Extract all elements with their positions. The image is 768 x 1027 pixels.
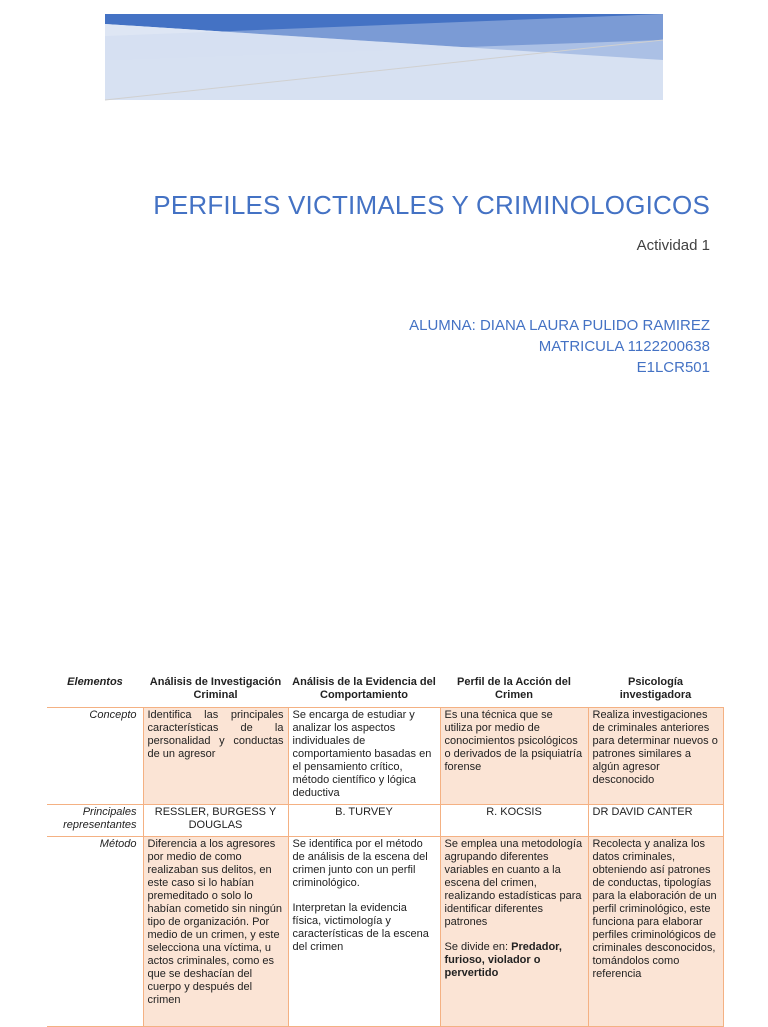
table-cell: Realiza investigaciones de criminales anteriores para determinar nuevos o patrones similares a algún agresor desconocido <box>588 708 723 805</box>
method-paragraph: Se identifica por el método de análisis de la escena del crimen junto con un perfil criminológico. <box>292 838 428 889</box>
header-analisis-investigacion: Análisis de Investigación Criminal <box>143 668 288 708</box>
table-cell: Es una técnica que se utiliza por medio de conocimientos psicológicos o derivados de la psiquiatría forense <box>440 708 588 805</box>
table-row <box>47 805 723 837</box>
table-cell: DR DAVID CANTER <box>588 805 723 837</box>
table-cell: B. TURVEY <box>288 805 440 837</box>
header-analisis-evidencia: Análisis de la Evidencia del Comportamiento <box>288 668 440 708</box>
student-id: MATRICULA 1122200638 <box>538 338 710 355</box>
table-cell <box>440 837 588 1027</box>
row-label-metodo: Método <box>47 837 143 1027</box>
table-cell: RESSLER, BURGESS Y DOUGLAS <box>143 805 288 837</box>
table-header-row <box>47 668 723 708</box>
student-name: ALUMNA: DIANA LAURA PULIDO RAMIREZ <box>409 317 710 334</box>
document-subtitle: Actividad 1 <box>636 237 710 254</box>
method-paragraph: Se emplea una metodología agrupando diferentes variables en cuanto a la escena del crimen, realizando estadísticas para identificar diferentes patrones <box>444 838 583 928</box>
table-row <box>47 708 723 805</box>
table-cell: R. KOCSIS <box>440 805 588 837</box>
method-paragraph <box>445 941 584 980</box>
table-cell <box>288 837 440 1027</box>
method-types: Predador, furioso, violador o pervertido <box>444 941 562 979</box>
header-elementos: Elementos <box>47 668 143 708</box>
header-psicologia: Psicología investigadora <box>588 668 723 708</box>
group-code: E1LCR501 <box>636 359 710 376</box>
table-cell: Diferencia a los agresores por medio de como realizaban sus delitos, en este caso si lo habían premeditado o solo lo habían cometido sin ningún tipo de organización. Por medio de un crimen, y este selecciona una víctima, u actos criminales, como es que se deshacían del cuerpo y después del crimen <box>143 837 288 1027</box>
table-cell: Identifica las principales características de la personalidad y conductas de un agresor <box>143 708 288 805</box>
document-title: PERFILES VICTIMALES Y CRIMINOLOGICOS <box>153 190 710 220</box>
row-label-concepto: Concepto <box>47 708 143 805</box>
row-label-representantes: Principales representantes <box>47 805 143 837</box>
header-banner <box>0 0 768 110</box>
header-perfil-accion: Perfil de la Acción del Crimen <box>440 668 588 708</box>
method-paragraph: Interpretan la evidencia física, victimología y características de la escena del crimen <box>292 902 429 953</box>
comparison-table <box>47 668 724 1027</box>
table-cell: Recolecta y analiza los datos criminales, obteniendo así patrones de conductas, tipologías para la elaboración de un perfil criminológico, este funciona para elaborar perfiles criminológicos de criminales desconocidos, tomándolos como referencia <box>588 837 723 1027</box>
table-cell: Se encarga de estudiar y analizar los aspectos individuales de comportamiento basadas en el pensamiento crítico, método científico y lógica deductiva <box>288 708 440 805</box>
method-prefix: Se divide en: <box>444 941 512 953</box>
table-row <box>47 837 723 1027</box>
